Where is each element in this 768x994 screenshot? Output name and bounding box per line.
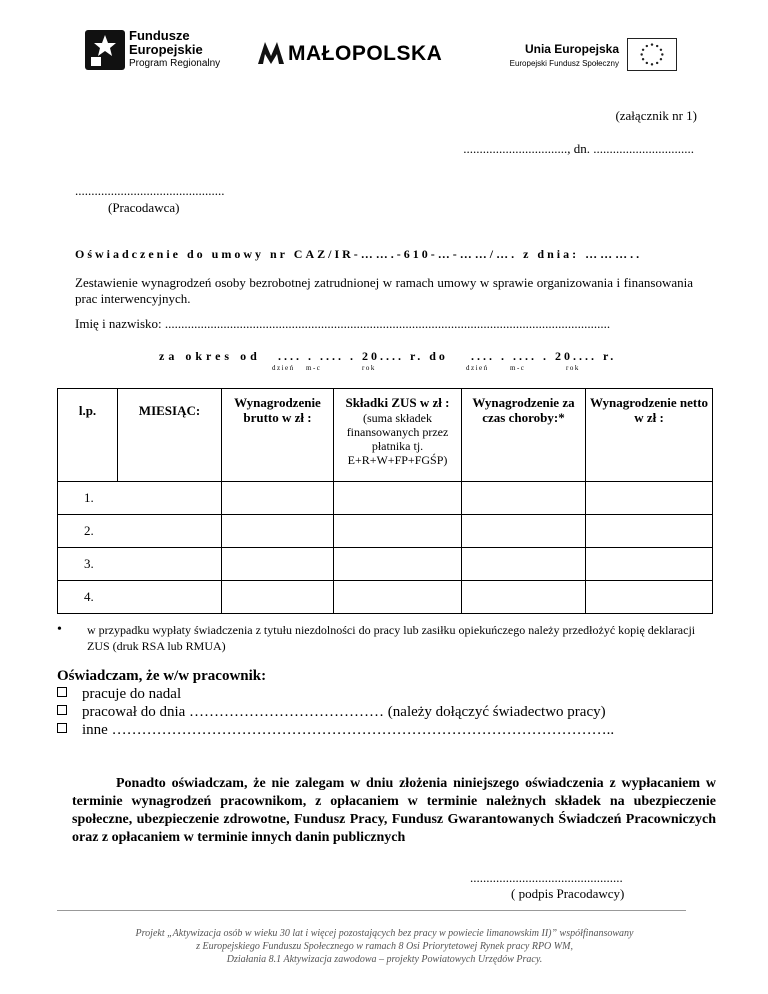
header-sick xyxy=(462,389,586,482)
employer-dots: .............................................. xyxy=(75,183,225,198)
header-zus xyxy=(334,389,462,482)
header-month: MIESIĄC: xyxy=(118,389,222,482)
net-cell[interactable] xyxy=(586,548,713,581)
option-still-working[interactable] xyxy=(57,686,181,703)
header-lp: l.p. xyxy=(58,389,118,482)
sick-cell[interactable] xyxy=(462,581,586,614)
net-cell[interactable] xyxy=(586,581,713,614)
row-number-month-cell[interactable]: 4. xyxy=(58,581,222,614)
ue-title: Unia Europejska xyxy=(524,42,619,56)
option-other[interactable] xyxy=(57,722,614,739)
fe-line2: Europejskie xyxy=(129,42,203,57)
checkbox-icon[interactable] xyxy=(57,705,67,715)
signature-dots: ............................................... xyxy=(470,870,623,885)
footer-line1: Projekt „Aktywizacja osób w wieku 30 lat i więcej pozostających bez pracy w powiecie limanowskim II)” współfinansowany xyxy=(135,928,634,939)
signature-label: ( podpis Pracodawcy) xyxy=(511,886,625,901)
employer-label: (Pracodawca) xyxy=(108,200,180,215)
bullet-note-text: w przypadku wypłaty świadczenia z tytułu niezdolności do pracy lub zasiłku opiekuńczego należy przedłożyć kopię deklaracji ZUS (druk RSA lub RMUA) xyxy=(87,623,696,653)
period-from-sub-year: rok xyxy=(362,364,376,372)
option-label: inne ……………………………………………………………………………………….. xyxy=(82,722,615,738)
malopolska-text: MAŁOPOLSKA xyxy=(288,42,443,65)
gross-cell[interactable] xyxy=(222,581,334,614)
footer-divider xyxy=(57,910,686,911)
row-number-month-cell[interactable]: 3. xyxy=(58,548,222,581)
fundusze-europejskie-mark-icon xyxy=(85,30,125,70)
period-label: za okres od xyxy=(159,349,261,363)
table-row xyxy=(58,482,713,515)
malopolska-logo xyxy=(258,40,458,66)
gross-cell[interactable] xyxy=(222,515,334,548)
zus-cell[interactable] xyxy=(334,482,462,515)
header-zus-note: (suma składek finansowanych przez płatnika tj. E+R+W+FP+FGŚP) xyxy=(346,411,449,467)
period-from-sub-day: dzień xyxy=(272,364,295,372)
fe-line3: Program Regionalny xyxy=(129,58,221,69)
fundusze-europejskie-logo xyxy=(85,28,235,78)
gross-cell[interactable] xyxy=(222,482,334,515)
bullet-icon: • xyxy=(57,622,62,637)
name-line: Imię i nazwisko: ......................................................................................................................................... xyxy=(75,316,611,331)
header-gross-text: Wynagrodzenie brutto w zł : xyxy=(234,395,321,425)
option-label: pracował do dnia ………………………………… (należy dołączyć świadectwo pracy) xyxy=(82,704,606,720)
net-cell[interactable] xyxy=(586,482,713,515)
place-date-line: ................................, dn. ............................... xyxy=(463,141,694,156)
zus-cell[interactable] xyxy=(334,515,462,548)
table-row xyxy=(58,515,713,548)
period-to-sub-year: rok xyxy=(566,364,580,372)
closing-paragraph xyxy=(72,775,716,847)
header-gross xyxy=(222,389,334,482)
checkbox-icon[interactable] xyxy=(57,687,67,697)
option-worked-until[interactable] xyxy=(57,704,606,721)
period-to-sub-day: dzień xyxy=(466,364,489,372)
eu-flag-icon xyxy=(627,38,677,71)
checkbox-icon[interactable] xyxy=(57,723,67,733)
footer xyxy=(57,927,712,966)
zus-cell[interactable] xyxy=(334,548,462,581)
header-net xyxy=(586,389,713,482)
row-number-month-cell[interactable]: 2. xyxy=(58,515,222,548)
table-row xyxy=(58,581,713,614)
row-number-month-cell[interactable]: 1. xyxy=(58,482,222,515)
gross-cell[interactable] xyxy=(222,548,334,581)
period-to-sub-month: m-c xyxy=(510,364,526,372)
footer-line3: Działania 8.1 Aktywizacja zawodowa – projekty Powiatowych Urzędów Pracy. xyxy=(226,954,543,965)
header-net-text: Wynagrodzenie netto w zł : xyxy=(589,395,709,425)
declaration-title: Oświadczam, że w/w pracownik: xyxy=(57,668,267,684)
header-sick-text: Wynagrodzenie za czas choroby:* xyxy=(472,395,575,425)
period-from-sub-month: m-c xyxy=(306,364,322,372)
footer-line2: z Europejskiego Funduszu Społecznego w ramach 8 Osi Priorytetowej Rynek pracy RPO WM, xyxy=(196,941,573,952)
malopolska-mark-icon xyxy=(258,42,284,64)
header-zus-text: Składki ZUS w zł : xyxy=(345,395,450,410)
table-row xyxy=(58,548,713,581)
attachment-label: (załącznik nr 1) xyxy=(615,108,697,123)
fe-line1: Fundusze xyxy=(129,28,190,43)
net-cell[interactable] xyxy=(586,515,713,548)
option-label: pracuje do nadal xyxy=(82,686,182,702)
sick-cell[interactable] xyxy=(462,548,586,581)
period-to: .... . .... . 20.... r. xyxy=(471,349,617,363)
statement-title: Oświadczenie do umowy nr CAZ/IR-…….-610-…-……/…. z dnia: ……….. xyxy=(75,247,643,261)
ue-subtitle: Europejski Fundusz Społeczny xyxy=(509,59,619,68)
salary-table xyxy=(57,388,713,614)
sick-cell[interactable] xyxy=(462,515,586,548)
closing-paragraph-text: Ponadto oświadczam, że nie zalegam w dniu złożenia niniejszego oświadczenia z wypłacaniem w terminie wynagrodzeń pracownikom, z opłacaniem w terminie należnych składek na ubezpieczenie społeczne, ubezpieczenie zdrowotne, Fundusz Pracy, Fundusz Gwarantowanych Świadczeń Pracowniczych oraz z opłacaniem w terminie innych danin publicznych xyxy=(72,776,716,845)
period-from: .... . .... . 20.... r. do xyxy=(278,349,448,363)
sick-cell[interactable] xyxy=(462,482,586,515)
intro-text: Zestawienie wynagrodzeń osoby bezrobotnej zatrudnionej w ramach umowy w sprawie organizowania i finansowania prac interwencyjnych. xyxy=(75,275,693,306)
zus-cell[interactable] xyxy=(334,581,462,614)
eu-logo xyxy=(497,42,677,74)
